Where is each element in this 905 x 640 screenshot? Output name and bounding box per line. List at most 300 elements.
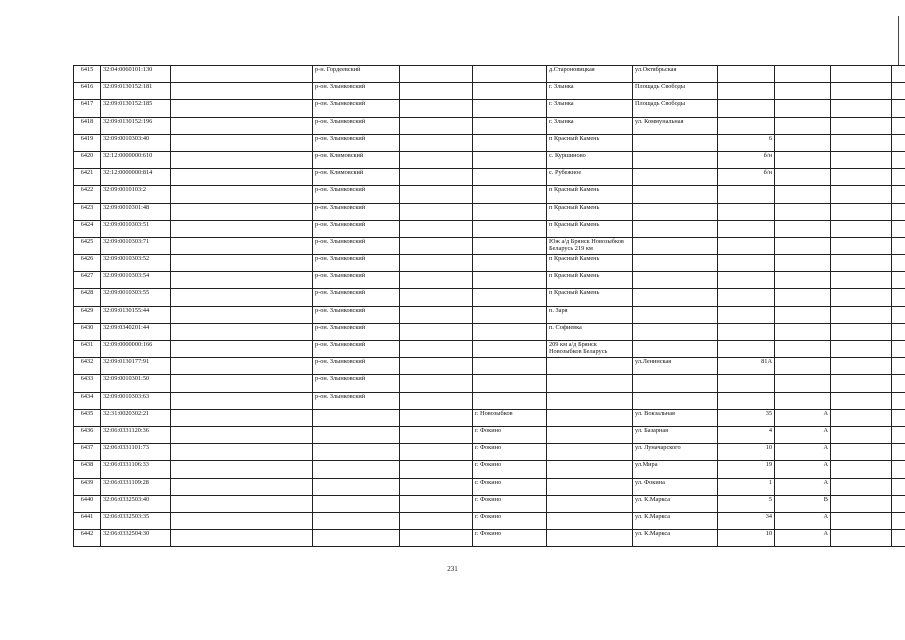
cell-house-number — [718, 392, 775, 409]
cell-town — [473, 272, 547, 289]
cell-street — [633, 151, 718, 168]
cell-house-number: 81А — [718, 358, 775, 375]
cell-row-number: 6417 — [74, 100, 101, 117]
cell-settlement: п Красный Камень — [547, 289, 633, 306]
cell-house-number: 10 — [718, 444, 775, 461]
cell-cadastral-number: 32:12:0000000:610 — [101, 151, 171, 168]
cell-settlement: п Красный Камень — [547, 203, 633, 220]
cell-empty — [831, 134, 892, 151]
table-row — [74, 392, 905, 409]
cell-town — [473, 255, 547, 272]
cell-district — [313, 461, 400, 478]
table-row — [74, 478, 905, 495]
cell-district — [313, 426, 400, 443]
cell-empty — [831, 323, 892, 340]
cell-empty — [400, 358, 473, 375]
cell-empty — [892, 100, 905, 117]
table-row — [74, 169, 905, 186]
cell-house-number — [718, 341, 775, 358]
cell-empty — [892, 255, 905, 272]
cell-building-letter: В — [775, 495, 831, 512]
cell-building-letter — [775, 375, 831, 392]
cell-street: ул.Мира — [633, 461, 718, 478]
cell-empty — [400, 323, 473, 340]
cell-row-number: 6421 — [74, 169, 101, 186]
cell-cadastral-number: 32:09:0010301:50 — [101, 375, 171, 392]
cell-empty — [400, 306, 473, 323]
cell-street — [633, 306, 718, 323]
cell-empty — [171, 495, 313, 512]
cell-settlement — [547, 426, 633, 443]
cell-building-letter — [775, 306, 831, 323]
cell-empty — [400, 289, 473, 306]
cell-settlement: г. Злынка — [547, 83, 633, 100]
cell-empty — [400, 117, 473, 134]
cell-empty — [892, 444, 905, 461]
cell-building-letter: А — [775, 461, 831, 478]
cell-empty — [831, 409, 892, 426]
cell-empty — [400, 392, 473, 409]
cell-empty — [171, 426, 313, 443]
cell-row-number: 6441 — [74, 512, 101, 529]
cell-empty — [831, 117, 892, 134]
cell-settlement: с. Рубежное — [547, 169, 633, 186]
cell-settlement: 209 км а/д Брянск Новозыбков Беларусь — [547, 341, 633, 358]
cell-row-number: 6420 — [74, 151, 101, 168]
cell-empty — [400, 220, 473, 237]
cell-cadastral-number: 32:09:0130152:181 — [101, 83, 171, 100]
cell-empty — [400, 409, 473, 426]
cell-district: р-он. Злынковский — [313, 358, 400, 375]
cell-empty — [892, 512, 905, 529]
cell-street: Площадь Свободы — [633, 83, 718, 100]
cell-cadastral-number: 32:09:0340201:44 — [101, 323, 171, 340]
cell-cadastral-number: 32:09:0010303:71 — [101, 237, 171, 254]
cell-empty — [892, 341, 905, 358]
cell-cadastral-number: 32:06:0331120:36 — [101, 426, 171, 443]
cell-district: р-он. Злынковский — [313, 186, 400, 203]
cell-house-number — [718, 323, 775, 340]
cell-house-number — [718, 255, 775, 272]
cell-house-number: 19 — [718, 461, 775, 478]
table-row — [74, 375, 905, 392]
cell-empty — [171, 375, 313, 392]
cell-empty — [171, 255, 313, 272]
cell-building-letter: А — [775, 444, 831, 461]
cell-empty — [831, 255, 892, 272]
cell-empty — [171, 444, 313, 461]
cell-empty — [892, 306, 905, 323]
cell-row-number: 6422 — [74, 186, 101, 203]
cell-street: ул. Вокзальная — [633, 409, 718, 426]
cell-row-number: 6423 — [74, 203, 101, 220]
cell-town: г. Фокино — [473, 530, 547, 547]
cell-town — [473, 117, 547, 134]
cell-empty — [400, 341, 473, 358]
cell-row-number: 6442 — [74, 530, 101, 547]
cell-empty — [831, 151, 892, 168]
cell-empty — [831, 272, 892, 289]
cell-empty — [171, 220, 313, 237]
cell-district: р-он. Злынковский — [313, 272, 400, 289]
cell-town — [473, 186, 547, 203]
cell-district: р-он. Злынковский — [313, 341, 400, 358]
cell-empty — [831, 186, 892, 203]
cell-cadastral-number: 32:09:0010303:63 — [101, 392, 171, 409]
cell-district: р-он. Злынковский — [313, 237, 400, 254]
cell-building-letter — [775, 66, 831, 83]
cell-building-letter — [775, 341, 831, 358]
cell-building-letter: А — [775, 409, 831, 426]
cell-empty — [831, 444, 892, 461]
cell-district: р-он. Злынковский — [313, 289, 400, 306]
cell-row-number: 6430 — [74, 323, 101, 340]
cell-cadastral-number: 32:06:0332503:35 — [101, 512, 171, 529]
cell-house-number: 5 — [718, 495, 775, 512]
cell-empty — [892, 66, 905, 83]
cell-settlement: Юж а/д Брянск Новозыбков Беларусь 219 км — [547, 237, 633, 254]
cell-house-number: 35 — [718, 409, 775, 426]
cell-building-letter — [775, 203, 831, 220]
cell-town — [473, 358, 547, 375]
cell-settlement — [547, 478, 633, 495]
cell-settlement: п. Заря — [547, 306, 633, 323]
cell-empty — [400, 461, 473, 478]
cell-empty — [892, 409, 905, 426]
cell-empty — [171, 117, 313, 134]
cell-town — [473, 237, 547, 254]
cell-cadastral-number: 32:09:0130177:91 — [101, 358, 171, 375]
cell-settlement — [547, 358, 633, 375]
cell-empty — [831, 66, 892, 83]
cell-row-number: 6439 — [74, 478, 101, 495]
cell-row-number: 6416 — [74, 83, 101, 100]
cell-building-letter: А — [775, 512, 831, 529]
cell-street — [633, 220, 718, 237]
table-row — [74, 358, 905, 375]
table-row — [74, 186, 905, 203]
cell-cadastral-number: 32:09:0010301:48 — [101, 203, 171, 220]
cell-empty — [400, 151, 473, 168]
table-row — [74, 426, 905, 443]
cell-empty — [400, 186, 473, 203]
cell-empty — [831, 495, 892, 512]
cell-settlement: п Красный Камень — [547, 186, 633, 203]
cell-district — [313, 512, 400, 529]
cell-house-number — [718, 306, 775, 323]
cell-settlement — [547, 461, 633, 478]
cell-empty — [400, 530, 473, 547]
cell-district: р-он. Климовский — [313, 169, 400, 186]
cell-town — [473, 100, 547, 117]
table-row — [74, 530, 905, 547]
cell-building-letter — [775, 272, 831, 289]
cell-building-letter: А — [775, 426, 831, 443]
cell-empty — [892, 272, 905, 289]
cell-empty — [892, 375, 905, 392]
cell-empty — [400, 203, 473, 220]
cell-building-letter — [775, 186, 831, 203]
table-row — [74, 341, 905, 358]
cell-empty — [892, 530, 905, 547]
cell-house-number: 10 — [718, 530, 775, 547]
registry-table — [73, 65, 905, 547]
cell-cadastral-number: 32:09:0010303:55 — [101, 289, 171, 306]
cell-street — [633, 186, 718, 203]
cell-row-number: 6434 — [74, 392, 101, 409]
table-row — [74, 409, 905, 426]
cell-empty — [400, 134, 473, 151]
cell-empty — [831, 100, 892, 117]
cell-settlement: п. Софиевка — [547, 323, 633, 340]
cell-house-number — [718, 186, 775, 203]
cell-empty — [171, 134, 313, 151]
cell-building-letter — [775, 220, 831, 237]
cell-empty — [831, 512, 892, 529]
cell-settlement — [547, 409, 633, 426]
cell-house-number — [718, 375, 775, 392]
cell-district — [313, 495, 400, 512]
table-row — [74, 323, 905, 340]
cell-town — [473, 392, 547, 409]
cell-empty — [892, 426, 905, 443]
cell-house-number: 4 — [718, 426, 775, 443]
cell-row-number: 6419 — [74, 134, 101, 151]
cell-row-number: 6440 — [74, 495, 101, 512]
cell-settlement — [547, 512, 633, 529]
cell-empty — [400, 66, 473, 83]
cell-town — [473, 289, 547, 306]
cell-empty — [831, 203, 892, 220]
cell-empty — [831, 237, 892, 254]
cell-district: р-н. Гордеевский — [313, 66, 400, 83]
cell-row-number: 6431 — [74, 341, 101, 358]
cell-empty — [400, 444, 473, 461]
cell-town — [473, 134, 547, 151]
cell-district: р-он. Злынковский — [313, 134, 400, 151]
cell-empty — [831, 358, 892, 375]
cell-empty — [831, 392, 892, 409]
cell-row-number: 6437 — [74, 444, 101, 461]
cell-street: ул.Ленинская — [633, 358, 718, 375]
cell-house-number — [718, 289, 775, 306]
cell-building-letter — [775, 117, 831, 134]
cell-house-number — [718, 117, 775, 134]
cell-empty — [892, 83, 905, 100]
cell-house-number: 1 — [718, 478, 775, 495]
cell-empty — [892, 478, 905, 495]
page-number: 231 — [447, 565, 458, 573]
cell-street: ул. Фокина — [633, 478, 718, 495]
cell-town: г. Фокино — [473, 426, 547, 443]
cell-district: р-он. Злынковский — [313, 100, 400, 117]
cell-cadastral-number: 32:09:0130152:185 — [101, 100, 171, 117]
cell-house-number — [718, 220, 775, 237]
cell-street: ул. К.Маркса — [633, 512, 718, 529]
cell-town: г. Фокино — [473, 444, 547, 461]
table-row — [74, 220, 905, 237]
cell-empty — [831, 83, 892, 100]
cell-house-number — [718, 66, 775, 83]
cell-empty — [400, 169, 473, 186]
table-row — [74, 495, 905, 512]
cell-cadastral-number: 32:09:0010303:54 — [101, 272, 171, 289]
cell-street — [633, 134, 718, 151]
cell-town — [473, 323, 547, 340]
cell-empty — [892, 495, 905, 512]
cell-empty — [171, 83, 313, 100]
cell-building-letter — [775, 289, 831, 306]
cell-district: р-он. Климовский — [313, 151, 400, 168]
cell-cadastral-number: 32:09:0010303:40 — [101, 134, 171, 151]
cell-row-number: 6425 — [74, 237, 101, 254]
cell-settlement — [547, 392, 633, 409]
cell-street: ул. Коммунальная — [633, 117, 718, 134]
cell-empty — [831, 461, 892, 478]
cell-street — [633, 375, 718, 392]
table-row — [74, 203, 905, 220]
cell-district — [313, 478, 400, 495]
cell-street — [633, 272, 718, 289]
cell-empty — [171, 392, 313, 409]
table-row — [74, 444, 905, 461]
cell-empty — [171, 289, 313, 306]
cell-building-letter — [775, 134, 831, 151]
cell-empty — [400, 255, 473, 272]
cell-empty — [892, 323, 905, 340]
cell-town: г. Фокино — [473, 512, 547, 529]
cell-empty — [831, 220, 892, 237]
cell-empty — [400, 375, 473, 392]
cell-district: р-он. Злынковский — [313, 83, 400, 100]
cell-empty — [171, 272, 313, 289]
cell-empty — [171, 341, 313, 358]
cell-cadastral-number: 32:09:0130155:44 — [101, 306, 171, 323]
table-row — [74, 306, 905, 323]
cell-empty — [171, 66, 313, 83]
cell-cadastral-number: 32:09:0010103:2 — [101, 186, 171, 203]
table-row — [74, 117, 905, 134]
cell-empty — [831, 375, 892, 392]
cell-building-letter — [775, 169, 831, 186]
cell-district: р-он. Злынковский — [313, 255, 400, 272]
cell-empty — [400, 512, 473, 529]
table-row — [74, 134, 905, 151]
cell-district — [313, 409, 400, 426]
cell-house-number: 6 — [718, 134, 775, 151]
cell-settlement: г. Злынка — [547, 100, 633, 117]
cell-settlement — [547, 444, 633, 461]
cell-row-number: 6429 — [74, 306, 101, 323]
cell-house-number: 34 — [718, 512, 775, 529]
table-row — [74, 461, 905, 478]
cell-town — [473, 66, 547, 83]
cell-street — [633, 392, 718, 409]
cell-town — [473, 375, 547, 392]
cell-empty — [171, 169, 313, 186]
cell-empty — [892, 220, 905, 237]
table-row — [74, 512, 905, 529]
table-row — [74, 66, 905, 83]
cell-district: р-он. Злынковский — [313, 323, 400, 340]
cell-empty — [171, 323, 313, 340]
cell-empty — [400, 100, 473, 117]
cell-empty — [831, 426, 892, 443]
cell-settlement: с. Куршиново — [547, 151, 633, 168]
cell-row-number: 6436 — [74, 426, 101, 443]
cell-row-number: 6435 — [74, 409, 101, 426]
cell-empty — [892, 358, 905, 375]
cell-building-letter — [775, 151, 831, 168]
cell-empty — [892, 151, 905, 168]
cell-row-number: 6418 — [74, 117, 101, 134]
cell-street: ул. Луначарского — [633, 444, 718, 461]
cell-cadastral-number: 32:12:0000000:814 — [101, 169, 171, 186]
cell-district: р-он. Злынковский — [313, 203, 400, 220]
cell-empty — [171, 100, 313, 117]
cell-district: р-он. Злынковский — [313, 375, 400, 392]
cell-row-number: 6428 — [74, 289, 101, 306]
cell-street: ул. К.Маркса — [633, 495, 718, 512]
cell-cadastral-number: 32:06:0332503:40 — [101, 495, 171, 512]
cell-empty — [831, 306, 892, 323]
cell-town — [473, 83, 547, 100]
cell-cadastral-number: 32:09:0130152:196 — [101, 117, 171, 134]
cell-row-number: 6415 — [74, 66, 101, 83]
cell-empty — [892, 237, 905, 254]
cell-building-letter — [775, 100, 831, 117]
cell-building-letter — [775, 255, 831, 272]
cell-row-number: 6426 — [74, 255, 101, 272]
cell-settlement: г. Злынка — [547, 117, 633, 134]
cell-cadastral-number: 32:31:0020302:21 — [101, 409, 171, 426]
cell-cadastral-number: 32:09:0010303:51 — [101, 220, 171, 237]
cell-district — [313, 530, 400, 547]
cell-street — [633, 323, 718, 340]
cell-district: р-он. Злынковский — [313, 220, 400, 237]
cell-house-number — [718, 83, 775, 100]
cell-building-letter — [775, 323, 831, 340]
cell-district: р-он. Злынковский — [313, 117, 400, 134]
cell-row-number: 6424 — [74, 220, 101, 237]
registry-table-body — [74, 66, 905, 547]
cell-settlement: д.Староновицкая — [547, 66, 633, 83]
cell-empty — [831, 341, 892, 358]
table-row — [74, 255, 905, 272]
cell-street — [633, 237, 718, 254]
cell-empty — [831, 478, 892, 495]
cell-settlement: п Красный Камень — [547, 255, 633, 272]
cell-district — [313, 444, 400, 461]
cell-empty — [171, 512, 313, 529]
cell-empty — [171, 530, 313, 547]
cell-street: ул.Октябрьская — [633, 66, 718, 83]
cell-street: Площадь Свободы — [633, 100, 718, 117]
cell-house-number — [718, 100, 775, 117]
cell-cadastral-number: 32:04:0060101:130 — [101, 66, 171, 83]
cell-cadastral-number: 32:06:0332504:30 — [101, 530, 171, 547]
cell-cadastral-number: 32:06:0331101:73 — [101, 444, 171, 461]
table-row — [74, 272, 905, 289]
cell-empty — [171, 186, 313, 203]
cell-building-letter — [775, 358, 831, 375]
cell-row-number: 6433 — [74, 375, 101, 392]
cell-empty — [171, 461, 313, 478]
cell-settlement: п Красный Камень — [547, 272, 633, 289]
table-row — [74, 83, 905, 100]
table-row — [74, 237, 905, 254]
cell-empty — [831, 289, 892, 306]
